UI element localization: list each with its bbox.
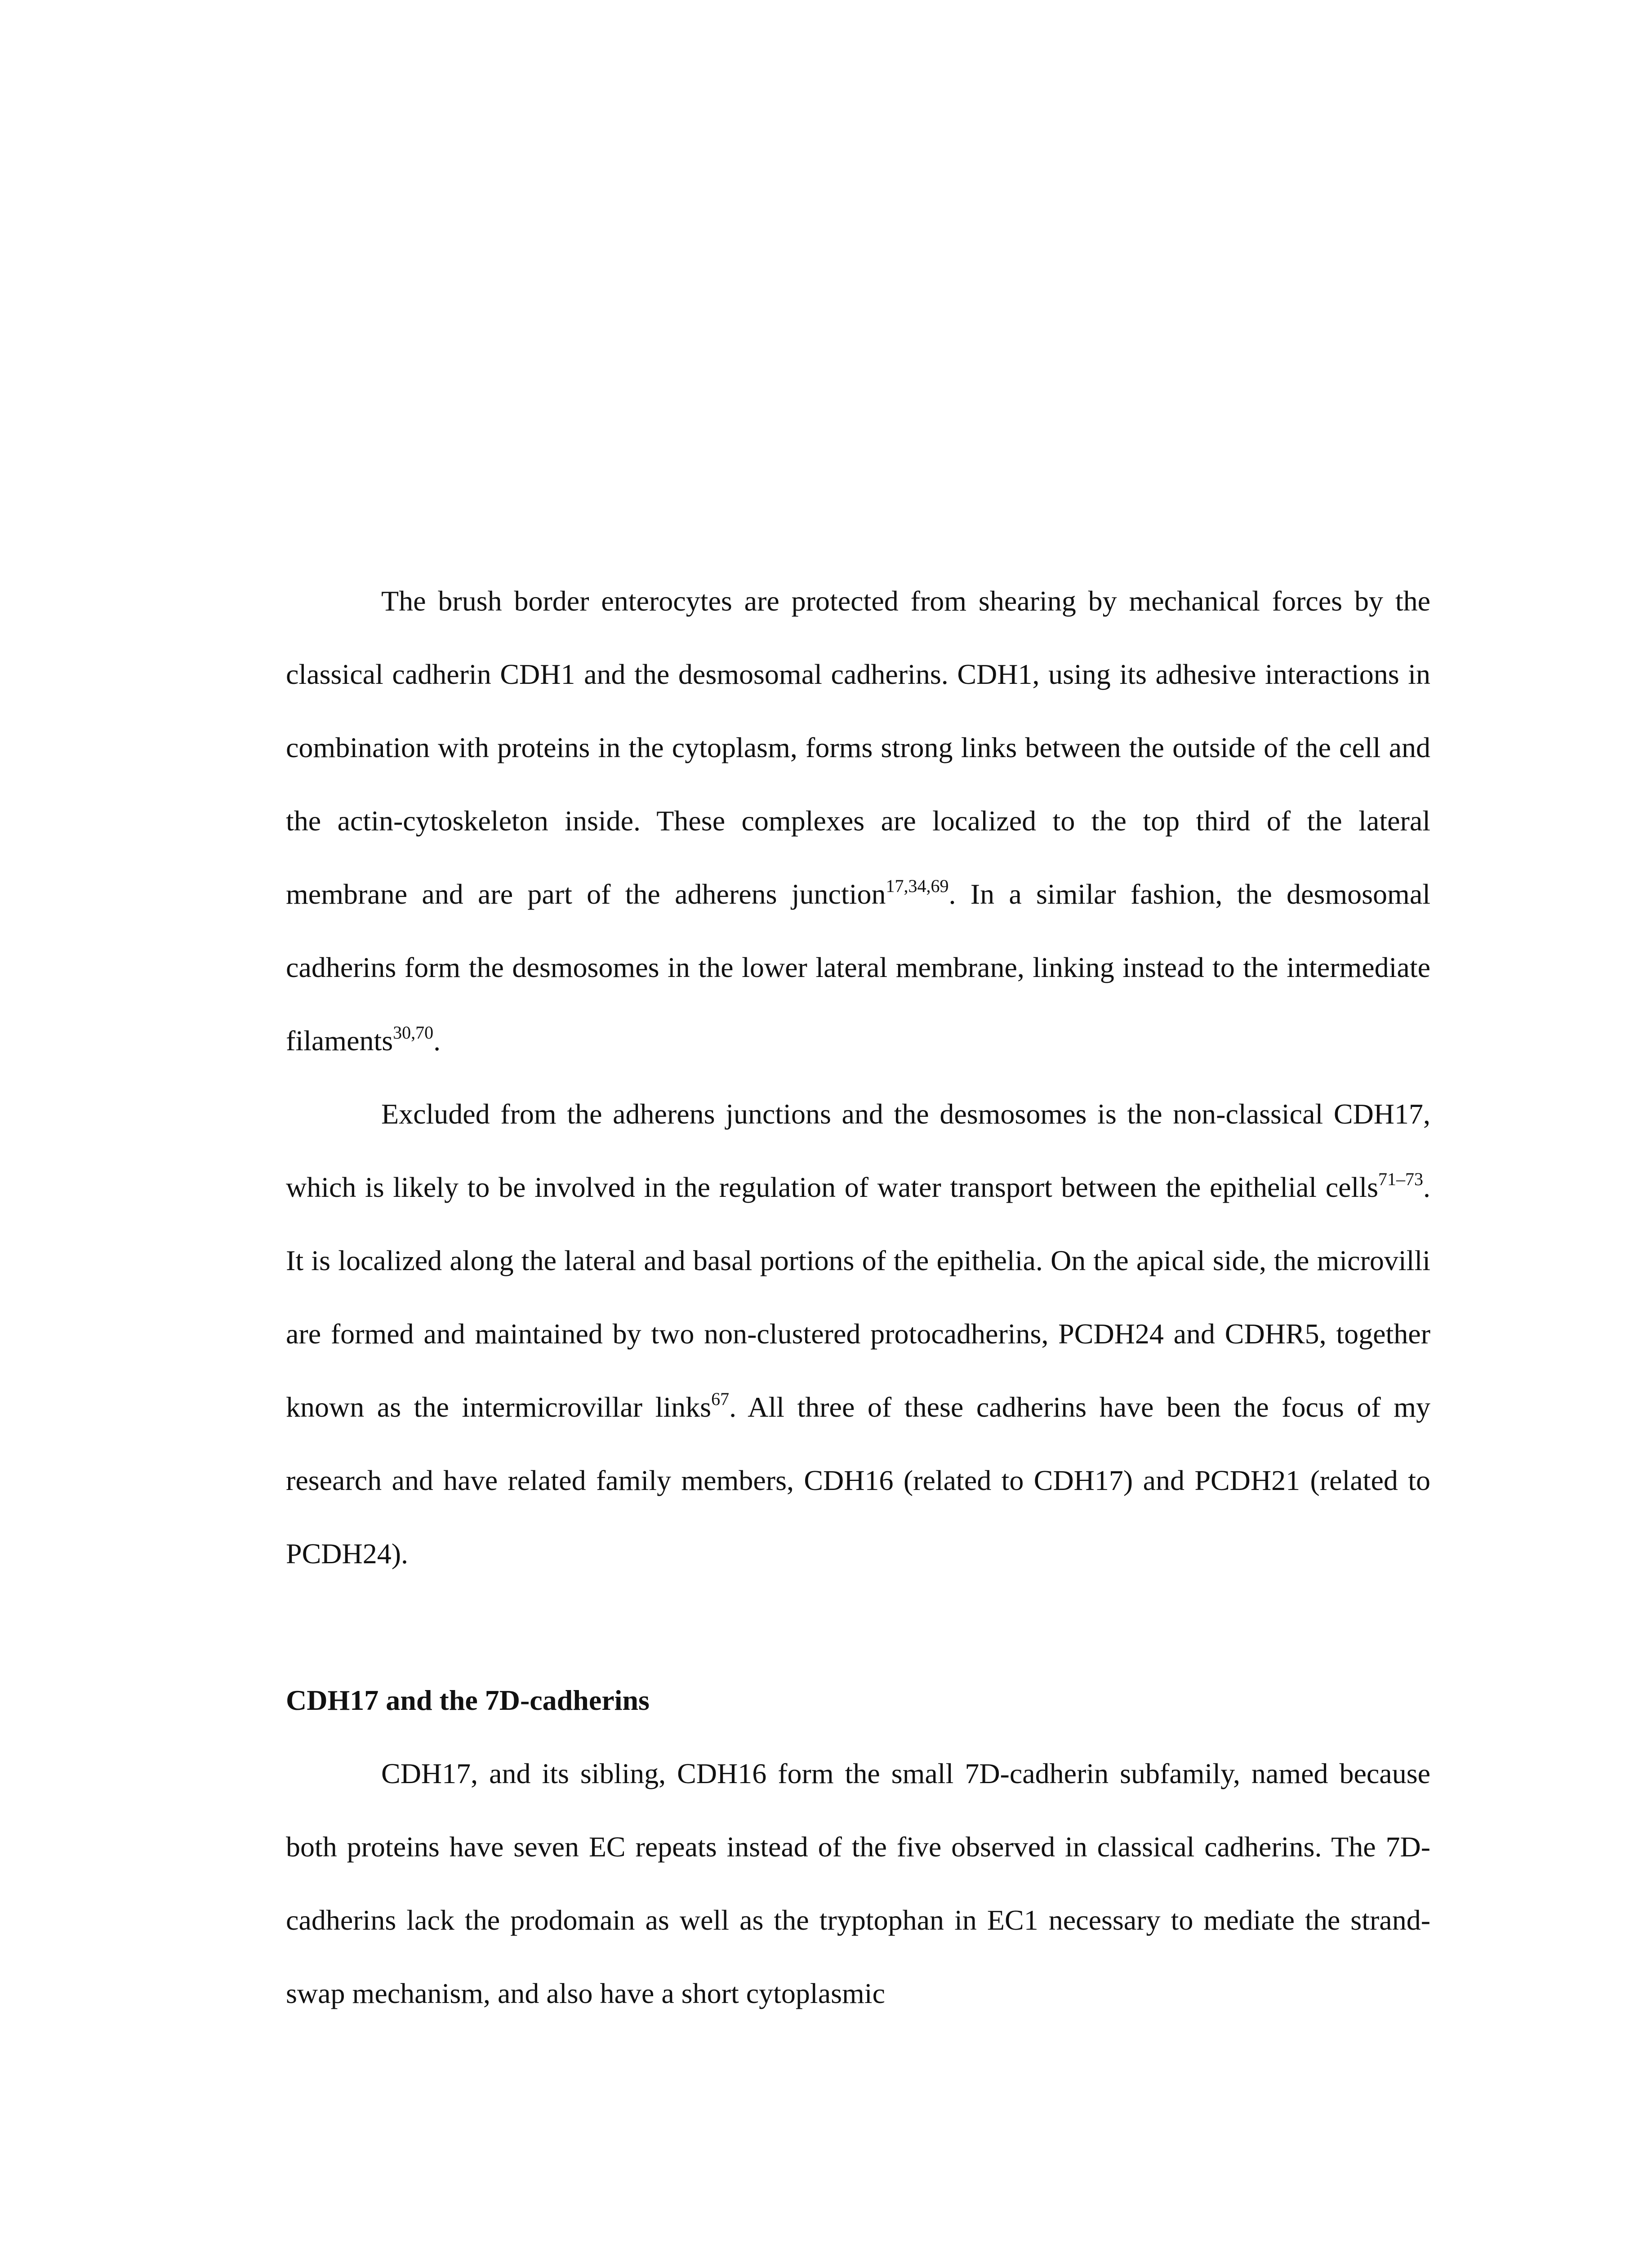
paragraph-text: The brush border enterocytes are protected from shearing by mechanical forces by the classical cadherin CDH1 and the desmosomal cadherins. CDH1, using its adhesive interactions in combination with proteins in the cytoplasm, forms strong links between the outside of the cell and the actin-cytoskeleton inside. These complexes are localized to the top third of the lateral membrane and are part of the adherens junction bbox=[286, 585, 1430, 910]
body-text bbox=[286, 564, 1430, 2030]
paragraph-text: . It is localized along the lateral and basal portions of the epithelia. On the apical side, the microvilli are formed and maintained by two non-clustered protocadherins, PCDH24 and CDHR5, together known as the intermicrovillar links bbox=[286, 1171, 1430, 1423]
citation-ref: 17,34,69 bbox=[886, 876, 949, 896]
citation-ref: 71–73 bbox=[1378, 1169, 1423, 1189]
paragraph-text: . In a similar fashion, the desmosomal cadherins form the desmosomes in the lower lateral membrane, linking instead to the intermediate filaments bbox=[286, 878, 1431, 1057]
citation-ref: 67 bbox=[711, 1389, 730, 1409]
paragraph-text: Excluded from the adherens junctions and the desmosomes is the non-classical CDH17, which is likely to be involved in the regulation of water transport between the epithelial cells bbox=[286, 1098, 1430, 1203]
paragraph-7d-cadherins: CDH17, and its sibling, CDH16 form the small 7D-cadherin subfamily, named because both proteins have seven EC repeats instead of the five observed in classical cadherins. The 7D-cadherins lack the prodomain as well as the tryptophan in EC1 necessary to mediate the strand-swap mechanism, and also have a short cytoplasmic bbox=[286, 1757, 1430, 2009]
paragraph-text: . bbox=[433, 1025, 441, 1057]
paragraph-cdh17 bbox=[286, 1077, 1430, 1590]
citation-ref: 30,70 bbox=[393, 1022, 434, 1043]
section-heading: CDH17 and the 7D-cadherins bbox=[286, 1684, 650, 1716]
paragraph-adhesion bbox=[286, 564, 1430, 1077]
paragraph-text: . All three of these cadherins have been the focus of my research and have related family members, CDH16 (related to CDH17) and PCDH21 (related to PCDH24). bbox=[286, 1391, 1431, 1570]
